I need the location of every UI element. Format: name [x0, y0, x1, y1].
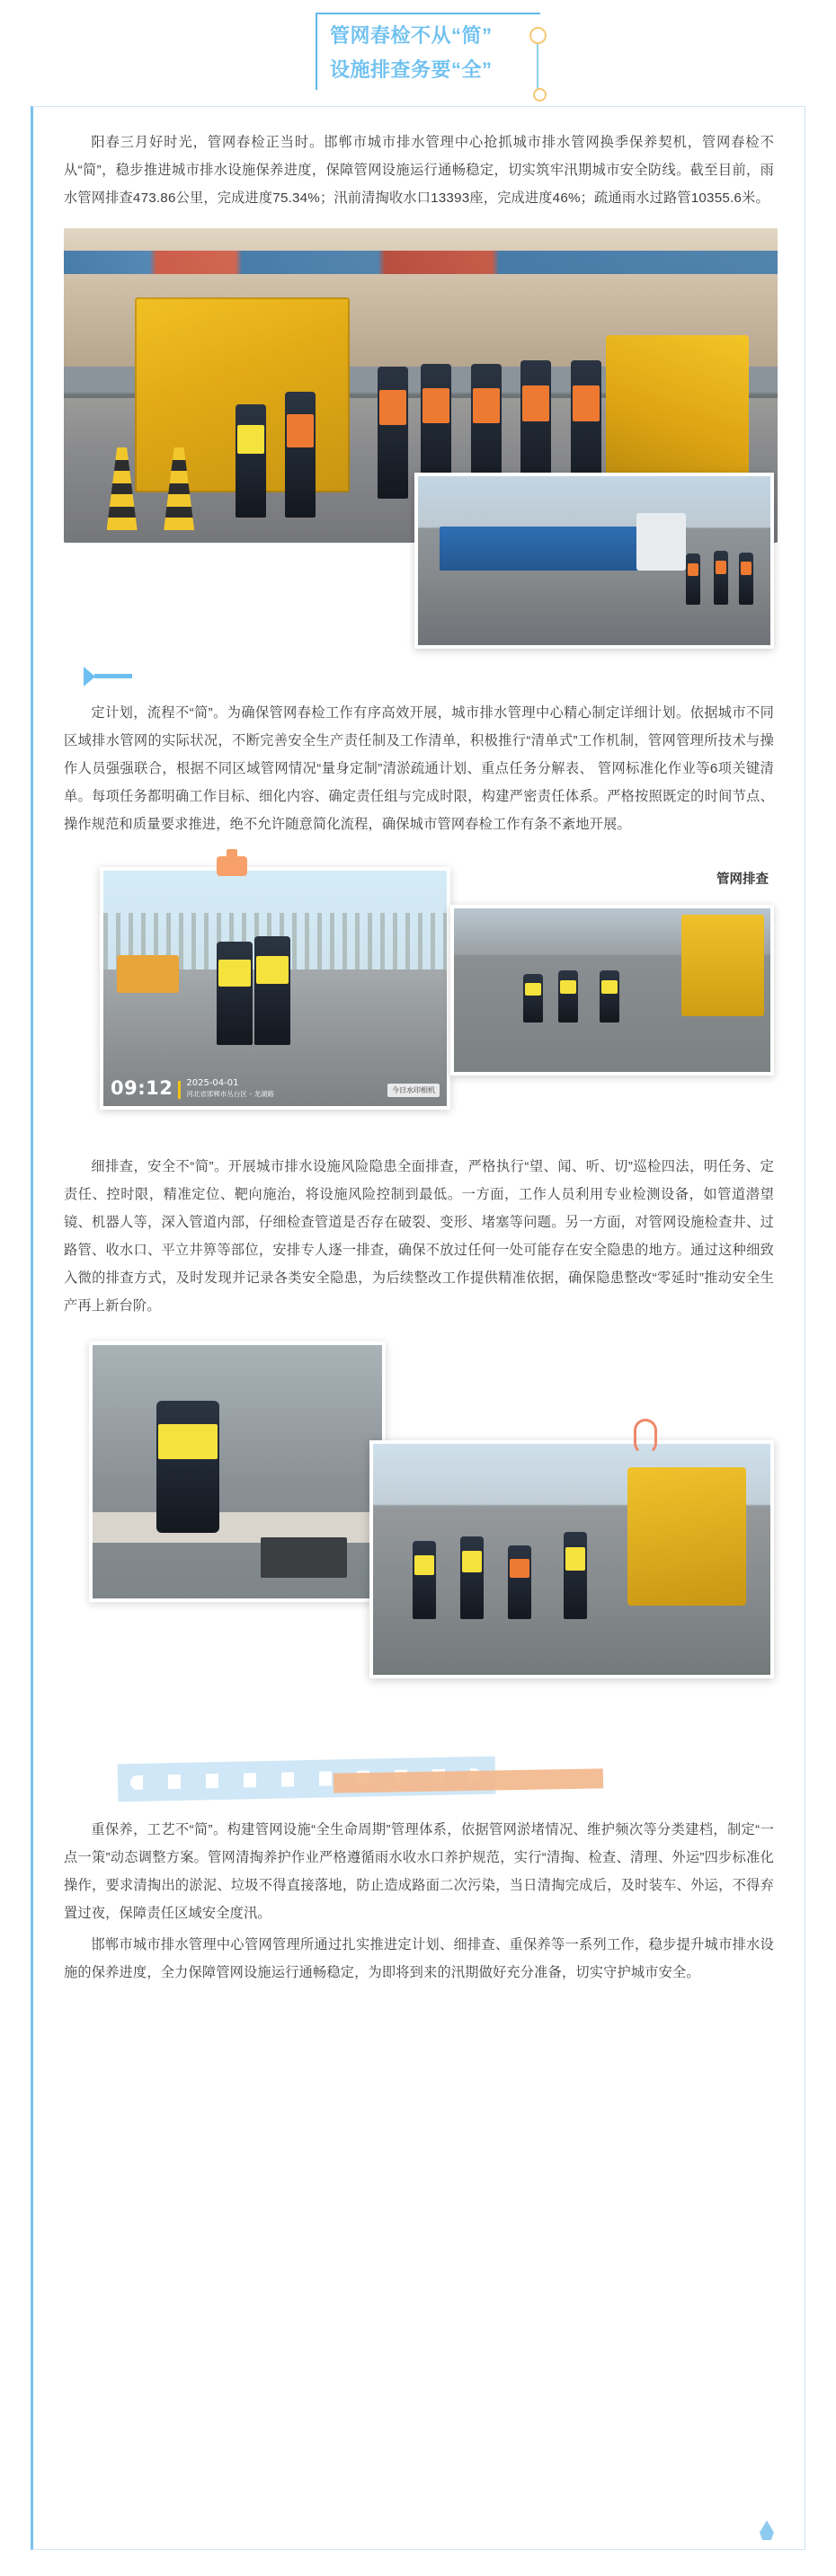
circle-decoration-icon — [529, 27, 547, 44]
paragraph-inspection: 细排查，安全不“简”。开展城市排水设施风险隐患全面排查，严格执行“望、闻、听、切”巡检四法，明任务、定责任、控时限，精准定位、靶向施治，将设施风险控制到最低。一方面，工作人员利用专业检测设备，如管道潜望镜、机器人等，深入管道内部，仔细检查管道是否存在破裂、变形、堵塞等问题。另一方面，对管网设施检查井、过路管、收水口、平立井箅等部位，安排专人逐一排查，确保不放过任何一处可能存在安全隐患的地方。通过这种细致入微的排查方式，及时发现并记录各类安全隐患，为后续整改工作提供精准依据，确保隐患整改“零延时”推动安全生产再上新台阶。 — [64, 1159, 774, 1314]
photo4-worker-1 — [523, 974, 543, 1023]
photo3-watermark-badge: 今日水印相机 — [387, 1084, 440, 1097]
washi-tape-orange — [334, 1768, 603, 1793]
photo3-watermark-stamp — [111, 1077, 274, 1099]
bar-marker-icon — [94, 674, 132, 678]
circle-decoration-secondary-icon — [533, 88, 547, 102]
photo2-worker-1 — [686, 553, 700, 604]
paragraph-intro: 阳春三月好时光，管网春检正当时。邯郸市城市排水管理中心抢抓城市排水管网换季保养契机，管网春检不从“简”，稳步推进城市排水设施保养进度，保障管网设施运行通畅稳定，切实筑牢汛期城市安全防线。截至目前，雨水管网排查473.86公里，完成进度75.34%；汛前清掏收水口13393座，完成进度46%；疏通雨水过路管10355.6米。 — [64, 135, 774, 206]
photo2-worker-2 — [714, 551, 728, 605]
paperclip-loop-shape — [634, 1419, 657, 1455]
article-card — [31, 106, 805, 2550]
photo6-worker-3 — [508, 1545, 531, 1619]
paperclip-head — [217, 856, 247, 876]
water-drop-icon — [760, 2520, 774, 2540]
photo1-yellow-machine — [606, 335, 749, 480]
paragraph-conclusion: 邯郸市城市排水管理中心管网管理所通过扎实推进定计划、细排查、重保养等一系列工作，稳步提升城市排水设施的保养进度，全力保障管网设施运行通畅稳定，为即将到来的汛期做好充分准备，切实守护城市安全。 — [64, 1937, 774, 1980]
paperclip-loop-icon — [634, 1419, 657, 1455]
page-title-line-2: 设施排查务要“全” — [330, 58, 493, 81]
photo3-yellow-vehicle — [117, 955, 179, 993]
photo5-storm-grate — [261, 1537, 348, 1578]
photo4-yellow-truck — [681, 915, 764, 1016]
page-title — [330, 19, 535, 87]
page-title-line-1: 管网春检不从“简” — [330, 24, 493, 47]
photo2-flatbed-body — [440, 527, 658, 571]
paragraph-maintenance: 重保养，工艺不“简”。构建管网设施“全生命周期”管理体系，依据管网淤堵情况、维护频次等分类建档，制定“一点一策”动态调整方案。管网清掏养护作业严格遵循雨水收水口养护规范，实行“清掏、检查、清理、外运”四步标准化操作，要求清掏出的淤泥、垃圾不得直接落地，防止造成路面二次污染，当日清掏完成后，及时装车、外运，不得弃置过夜，保障责任区域安全度汛。 — [64, 1822, 774, 1921]
photo-curb-inlet-check — [89, 1341, 386, 1602]
title-frame — [310, 13, 551, 90]
photo6-worker-1 — [413, 1541, 436, 1619]
photo-desilting-operation — [369, 1440, 774, 1678]
photo6-excavator — [627, 1467, 747, 1606]
title-frame-left-line — [316, 13, 317, 90]
photo-road-cleanout — [450, 905, 774, 1076]
photo1-worker-2 — [285, 392, 316, 518]
photo6-worker-4 — [564, 1532, 587, 1620]
photo-flatbed-truck — [414, 473, 774, 649]
photo-group-1 — [64, 228, 774, 543]
photo-group-3 — [64, 1341, 774, 1728]
photo2-worker-3 — [739, 553, 753, 605]
photo2-truck-cab — [636, 513, 686, 571]
photo3-worker-2 — [254, 936, 290, 1045]
section-divider-1 — [64, 658, 774, 699]
page-header — [0, 0, 836, 106]
photo3-watermark-divider — [178, 1081, 181, 1099]
photo4-worker-3 — [600, 970, 619, 1022]
photo3-watermark-time: 09:12 — [111, 1077, 173, 1099]
paperclip-decoration-icon — [217, 849, 247, 885]
photo1-worker-3 — [378, 367, 408, 499]
photo1-worker-1 — [236, 404, 266, 518]
photo3-watermark-date: 2025-04-01 — [186, 1078, 239, 1088]
photo-group-2 — [64, 862, 774, 1131]
photo-caption-inspection: 管网排查 — [716, 872, 769, 887]
paragraph-plan: 定计划，流程不“简”。为确保管网春检工作有序高效开展，城市排水管理中心精心制定详细计划。依据城市不同区域排水管网的实际状况，不断完善安全生产责任制及工作清单，积极推行“清单式”工作机制，管网管理所技术与操作人员强强联合，根据不同区域管网情况“量身定制”清淤疏通计划、重点任务分解表、 管网标准化作业等6项关键清单。每项任务都明确工作目标、细化内容、确定责任组与完成时限，构建严密责任体系。严格按照既定的时间节点、操作规范和质量要求推进，绝不允许随意简化流程，确保城市管网春检工作有条不紊地开展。 — [64, 705, 774, 832]
photo4-worker-2 — [558, 970, 578, 1022]
photo-manhole-inspection — [100, 867, 450, 1110]
photo6-worker-2 — [460, 1536, 484, 1620]
photo3-worker-1 — [217, 942, 253, 1045]
photo5-worker-kneeling — [156, 1401, 219, 1533]
title-frame-top-line — [316, 13, 540, 14]
photo1-signage-layer — [64, 251, 778, 274]
washi-tape-decoration — [64, 1755, 774, 1807]
photo3-watermark-place: 河北省邯郸市丛台区 - 龙湖路 — [186, 1090, 274, 1098]
